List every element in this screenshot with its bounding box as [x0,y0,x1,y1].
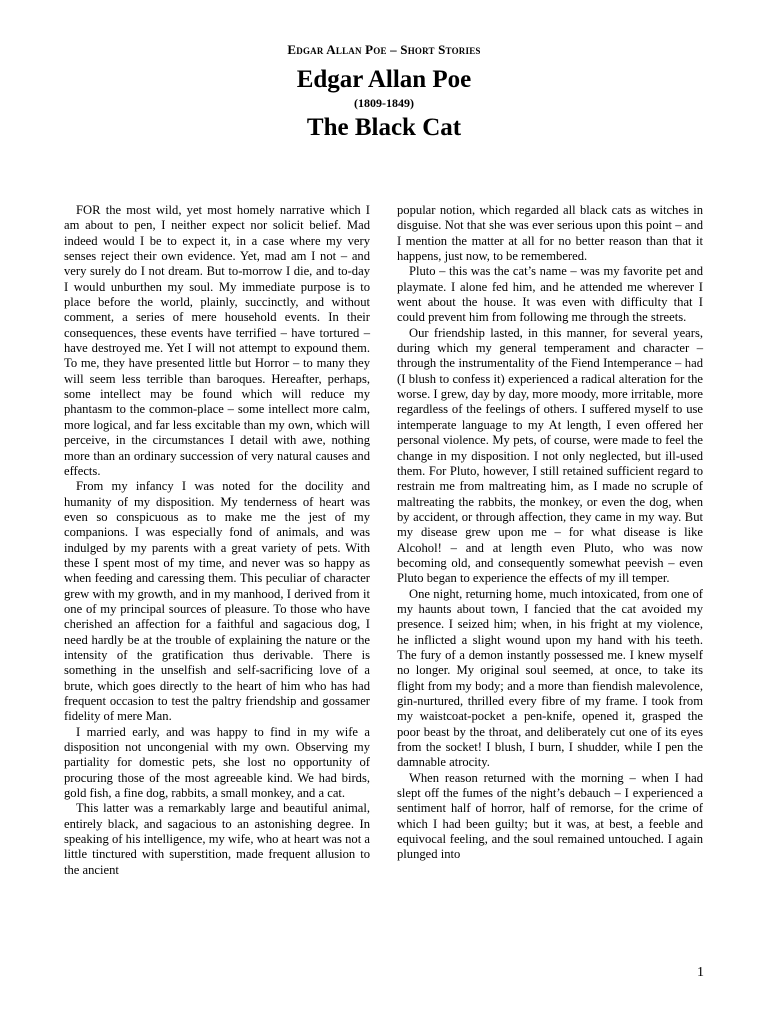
paragraph: From my infancy I was noted for the docility and humanity of my disposition. My tenderness of heart was even so conspicuous as to make me the jest of my companions. I was especially fond of animals, and was indulged by my parents with a great variety of pets. With these I spent most of my time, and never was so happy as when feeding and caressing them. This peculiar of character grew with my growth, and in my manhood, I derived from it one of my principal sources of pleasure. To those who have cherished an affection for a faithful and sagacious dog, I need hardly be at the trouble of explaining the nature or the intensity of the gratification thus derivable. There is something in the unselfish and self-sacrificing love of a brute, which goes directly to the heart of him who has had frequent occasion to test the paltry friendship and gossamer fidelity of mere Man. [64,479,370,724]
story-title: The Black Cat [306,114,462,141]
paragraph-continuation: popular notion, which regarded all black cats as witches in disguise. Not that she was ever serious upon this point – and I mention the matter at all for no better reason than that it happens, just now, to be remembered. [397,203,703,264]
paragraph: Pluto – this was the cat’s name – was my favorite pet and playmate. I alone fed him, and he attended me wherever I went about the house. It was even with difficulty that I could prevent him from following me through the streets. [397,264,703,325]
running-header: Edgar Allan Poe – Short Stories [287,42,481,57]
right-column [397,203,703,863]
paragraph: This latter was a remarkably large and beautiful animal, entirely black, and sagacious to an astonishing degree. In speaking of his intelligence, my wife, who at heart was not a little tinctured with superstition, made frequent allusion to the ancient [64,801,370,877]
paragraph: I married early, and was happy to find in my wife a disposition not uncongenial with my own. Observing my partiality for domestic pets, she lost no opportunity of procuring those of the most agreeable kind. We had birds, gold fish, a fine dog, rabbits, a small monkey, and a cat. [64,724,370,801]
paragraph: One night, returning home, much intoxicated, from one of my haunts about town, I fancied that the cat avoided my presence. I seized him; when, in his fright at my violence, he inflicted a slight wound upon my hand with his teeth. The fury of a demon instantly possessed me. I knew myself no longer. My original soul seemed, at once, to take its flight from my body; and a more than fiendish malevolence, gin-nurtured, thrilled every fibre of my frame. I took from my waistcoat-pocket a pen-knife, opened it, grasped the poor beast by the throat, and deliberately cut one of its eyes from the socket! I blush, I burn, I shudder, while I pen the damnable atrocity. [397,586,703,770]
page-number: 1 [697,965,704,980]
left-column [64,203,370,878]
paragraph: FOR the most wild, yet most homely narrative which I am about to pen, I neither expect nor solicit belief. Mad indeed would I be to expect it, in a case where my very senses reject their own evidence. Yet, mad am I not – and very surely do I not dream. But to-morrow I die, and to-day I would unburthen my soul. My immediate purpose is to place before the world, plainly, succinctly, and without comment, a series of mere household events. In their consequences, these events have terrified – have tortured – have destroyed me. Yet I will not attempt to expound them. To me, they have presented little but Horror – to many they will seem less terrible than baroques. Hereafter, perhaps, some intellect may be found which will reduce my phantasm to the common-place – some intellect more calm, more logical, and far less excitable than my own, which will perceive, in the circumstances I detail with awe, nothing more than an ordinary succession of very natural causes and effects. [64,203,370,478]
paragraph: Our friendship lasted, in this manner, for several years, during which my general temperament and character – through the instrumentality of the Fiend Intemperance – had (I blush to confess it) experienced a radical alteration for the worse. I grew, day by day, more moody, more irritable, more regardless of the feelings of others. I suffered myself to use intemperate language to my At length, I even offered her personal violence. My pets, of course, were made to feel the change in my disposition. I not only neglected, but ill-used them. For Pluto, however, I still retained sufficient regard to restrain me from maltreating him, as I made no scruple of maltreating the rabbits, the monkey, or even the dog, when by accident, or through affection, they came in my way. But my disease grew upon me – for what disease is like Alcohol! – and at length even Pluto, who was now becoming old, and consequently somewhat peevish – even Pluto began to experience the effects of my ill temper. [397,325,703,586]
paragraph: When reason returned with the morning – when I had slept off the fumes of the night’s debauch – I experienced a sentiment half of horror, half of remorse, for the crime of which I had been guilty; but it was, at best, a feeble and equivocal feeling, and the soul remained untouched. I again plunged into [397,770,703,862]
author-dates: (1809-1849) [354,96,414,110]
author-name: Edgar Allan Poe [296,66,472,93]
